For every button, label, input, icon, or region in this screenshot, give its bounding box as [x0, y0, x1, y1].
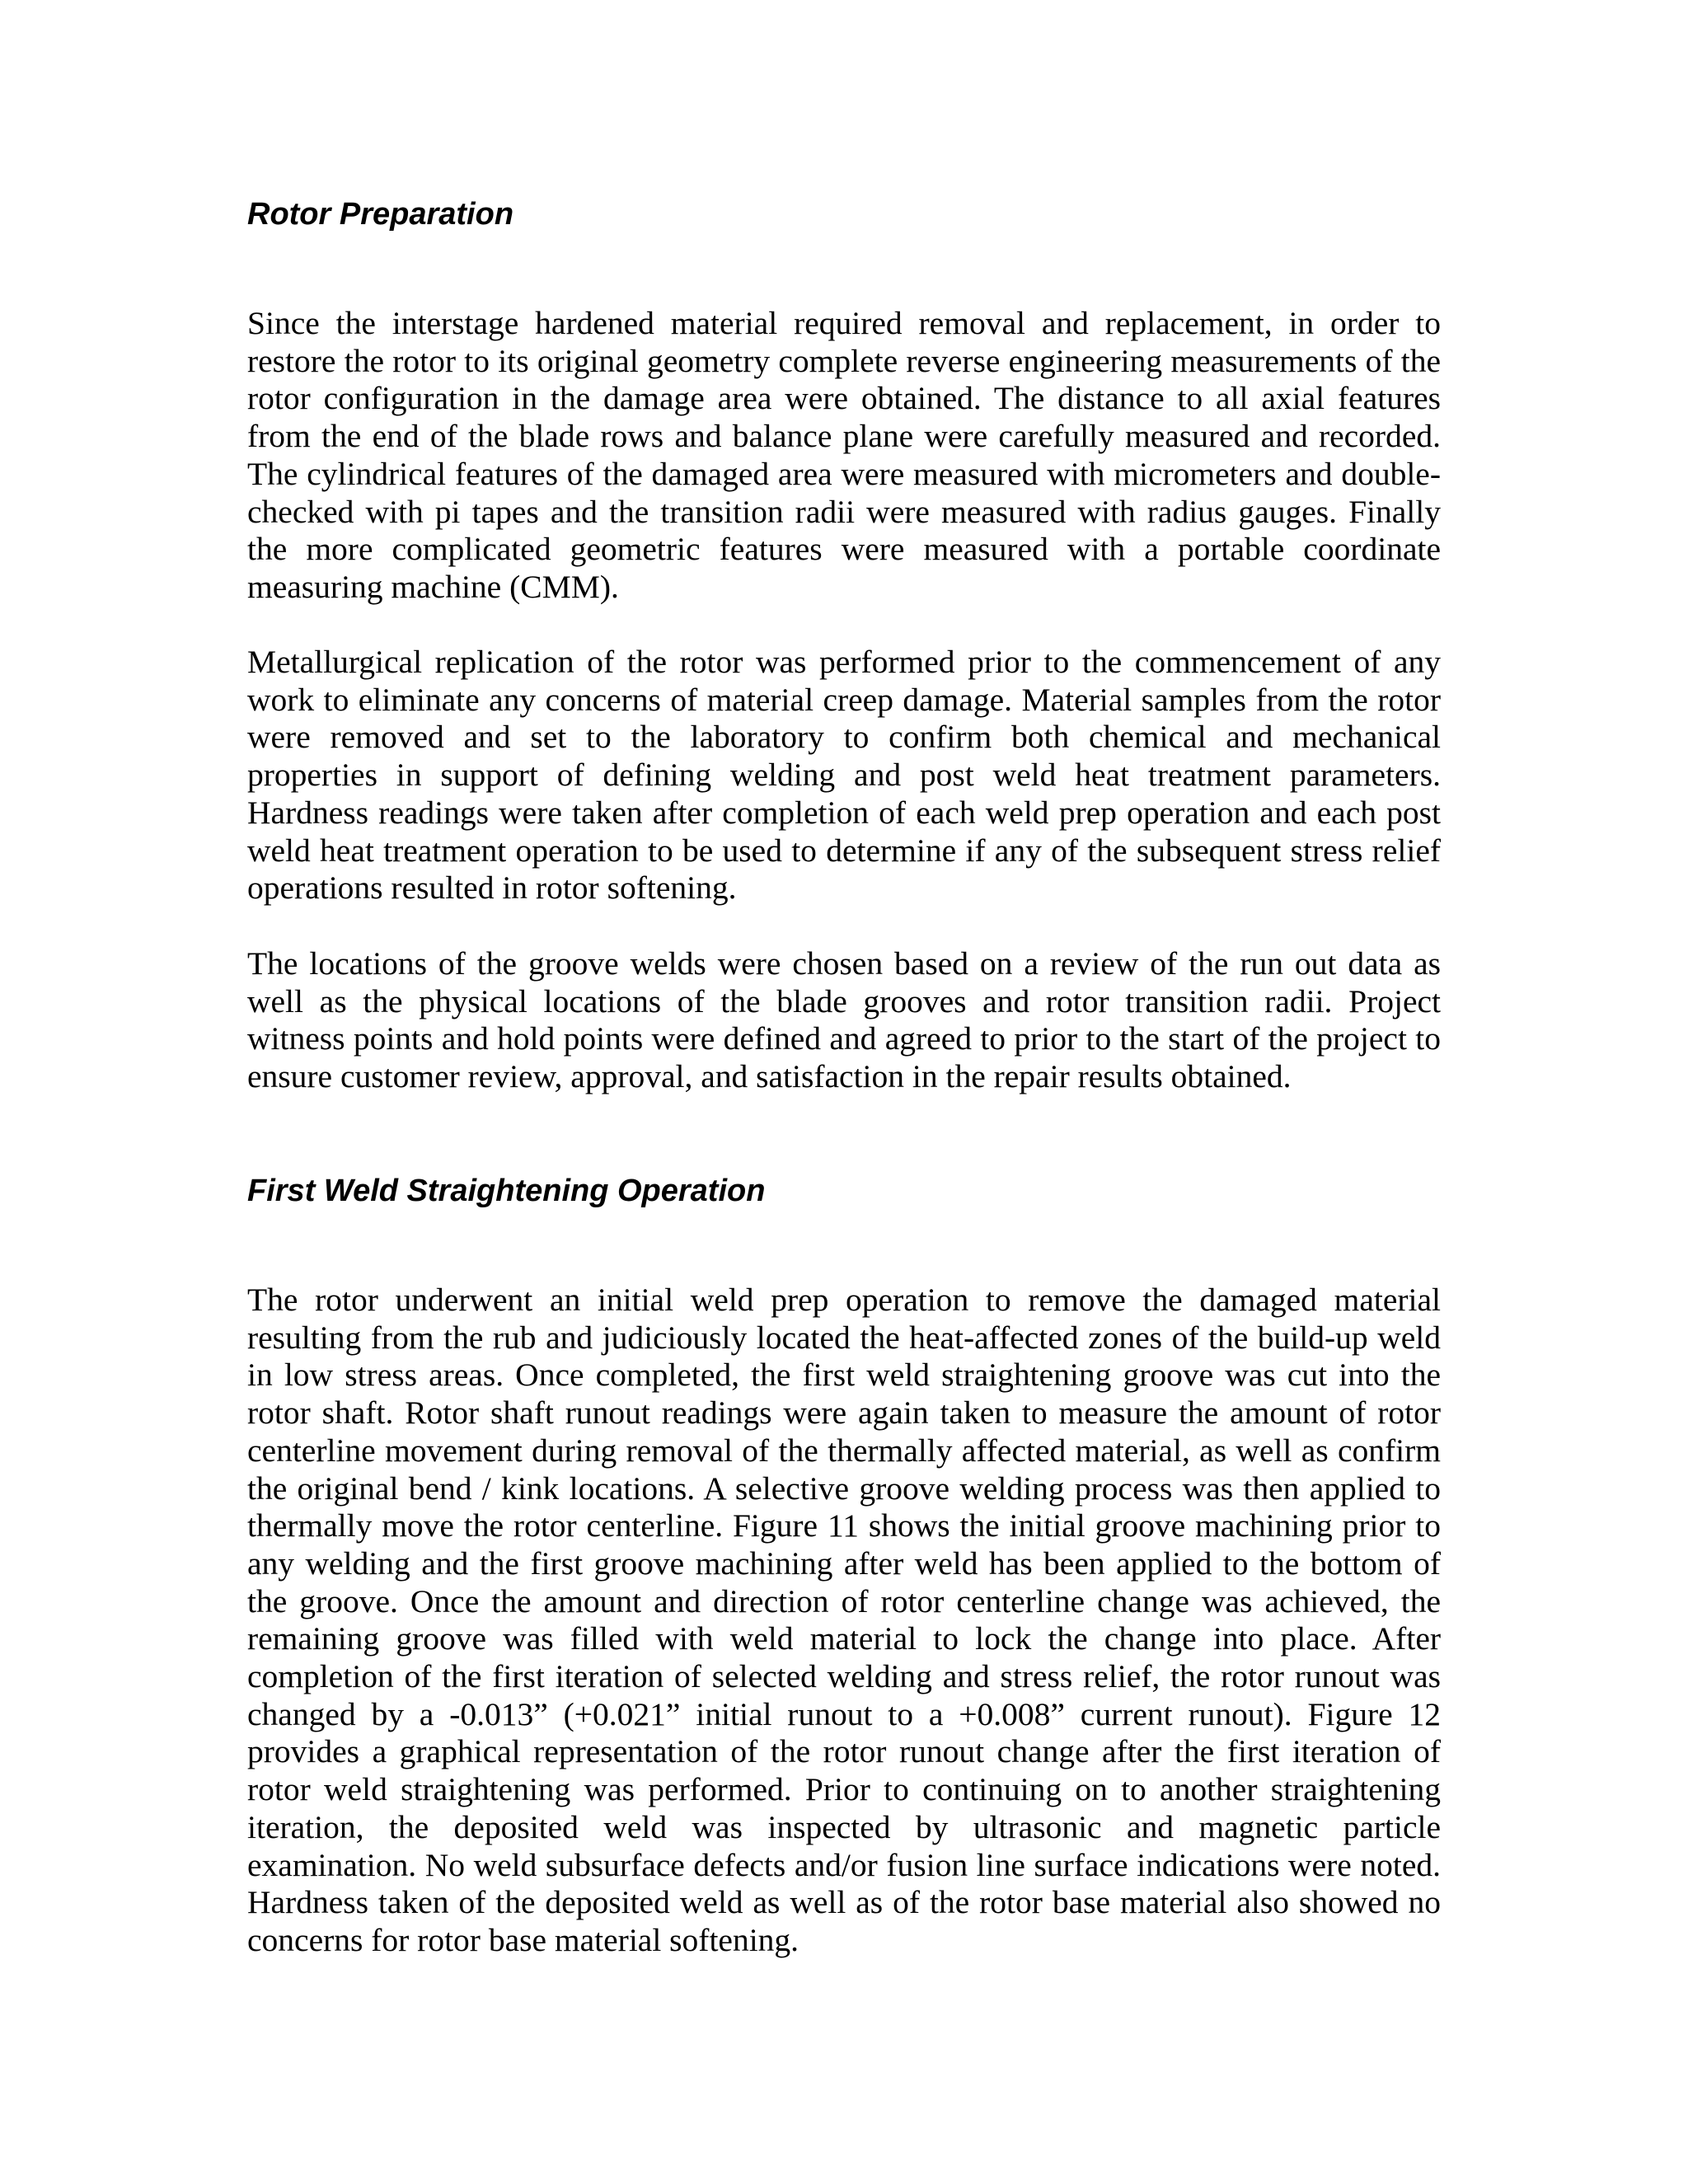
- paragraph: Since the interstage hardened material required removal and replacement, in order to restore the rotor to its original geometry complete reverse engineering measurements of the rotor configuration in the damage area were obtained. The distance to all axial features from the end of the blade rows and balance plane were carefully measured and recorded. The cylindrical features of the damaged area were measured with micrometers and double-checked with pi tapes and the transition radii were measured with radius gauges. Finally the more complicated geometric features were measured with a portable coordinate measuring machine (CMM).: [247, 305, 1441, 605]
- paragraph: The locations of the groove welds were chosen based on a review of the run out data as well as the physical locations of the blade grooves and rotor transition radii. Project witness points and hold points were defined and agreed to prior to the start of the project to ensure customer review, approval, and satisfaction in the repair results obtained.: [247, 945, 1441, 1095]
- section-heading-first-weld-straightening: First Weld Straightening Operation: [247, 1174, 766, 1208]
- paragraph: Metallurgical replication of the rotor was performed prior to the commencement of any work to eliminate any concerns of material creep damage. Material samples from the rotor were removed and set to the laboratory to confirm both chemical and mechanical properties in support of defining welding and post weld heat treatment parameters. Hardness readings were taken after completion of each weld prep operation and each post weld heat treatment operation to be used to determine if any of the subsequent stress relief operations resulted in rotor softening.: [247, 644, 1441, 907]
- section-heading-rotor-preparation: Rotor Preparation: [247, 197, 514, 232]
- paragraph: The rotor underwent an initial weld prep operation to remove the damaged material resulting from the rub and judiciously located the heat-affected zones of the build-up weld in low stress areas. Once completed, the first weld straightening groove was cut into the rotor shaft. Rotor shaft runout readings were again taken to measure the amount of rotor centerline movement during removal of the thermally affected material, as well as confirm the original bend / kink locations. A selective groove welding process was then applied to thermally move the rotor centerline. Figure 11 shows the initial groove machining prior to any welding and the first groove machining after weld has been applied to the bottom of the groove. Once the amount and direction of rotor centerline change was achieved, the remaining groove was filled with weld material to lock the change into place. After completion of the first iteration of selected welding and stress relief, the rotor runout was changed by a -0.013” (+0.021” initial runout to a +0.008” current runout). Figure 12 provides a graphical representation of the rotor runout change after the first iteration of rotor weld straightening was performed. Prior to continuing on to another straightening iteration, the deposited weld was inspected by ultrasonic and magnetic particle examination. No weld subsurface defects and/or fusion line surface indications were noted. Hardness taken of the deposited weld as well as of the rotor base material also showed no concerns for rotor base material softening.: [247, 1282, 1441, 1958]
